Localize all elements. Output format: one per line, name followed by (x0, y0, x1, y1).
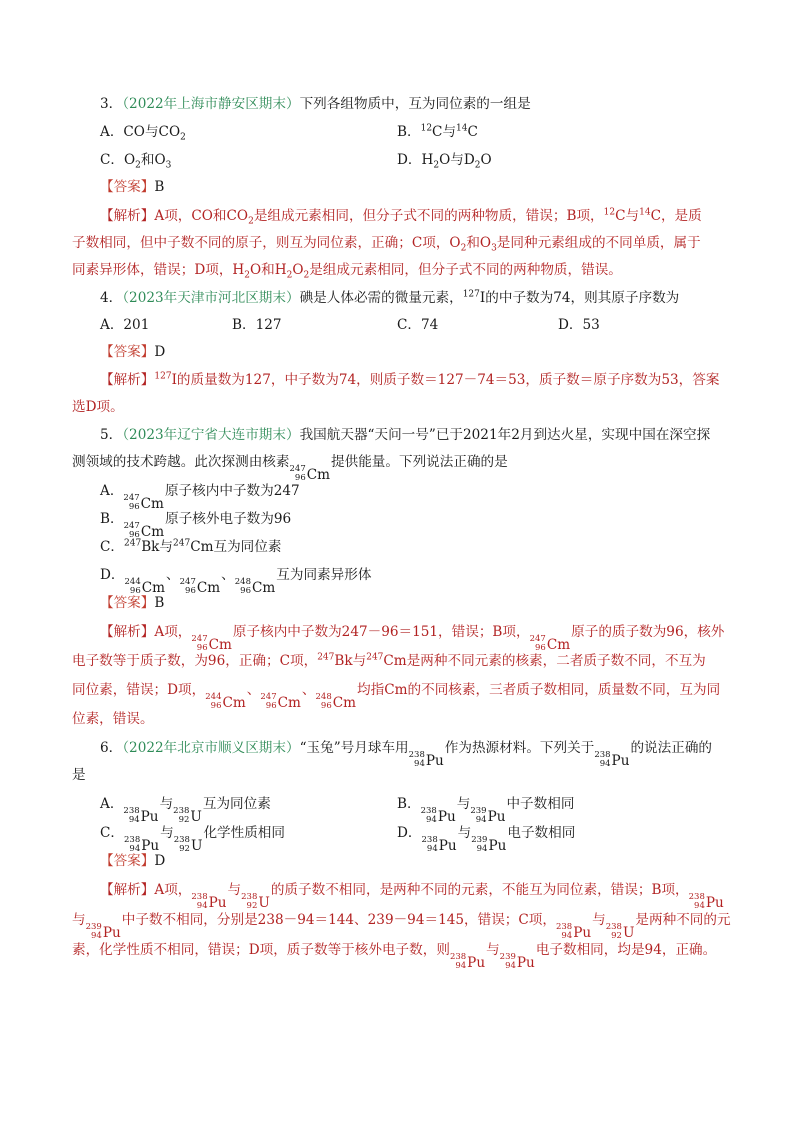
q6-option-b: B． 238 94 Pu 与 239 94 Pu 中子数相同 (397, 796, 575, 825)
q3-answer: 【答案】B (100, 179, 165, 195)
q5-explanation-line-1: 【解析】A项， 247 96 Cm 原子核内中子数为247－96＝151，错误；B项， 247 96 Cm 原子的质子数为96，核外 (100, 624, 725, 653)
nuclide-pu238: 238 94 Pu (688, 892, 724, 911)
q4-option-d: D．53 (558, 317, 600, 333)
question-4-stem: 4．（2023年天津市河北区期末）碘是人体必需的微量元素，$^{127}$I的中子数为74，则其原子序数为 (100, 289, 680, 306)
q6-answer: 【答案】D (100, 853, 166, 869)
q3-option-a: A．CO与$CO_2$ (100, 124, 186, 143)
nuclide-pu239: 239 94 Pu (85, 922, 121, 941)
nuclide-pu238: 238 94 Pu (449, 952, 486, 971)
nuclide-cm247: 247 96 Cm (123, 521, 165, 540)
q3-option-b: B．$^{12}$C与$^{14}$C (397, 123, 478, 140)
q4-option-a: A．201 (100, 317, 150, 333)
nuclide-cm244: 244 96 Cm (205, 692, 246, 711)
q5-option-c: C．$^{247}$Bk与$^{247}$Cm互为同位素 (100, 538, 282, 555)
q4-option-b: B．127 (232, 317, 282, 333)
nuclide-pu238: 238 94 Pu (420, 806, 456, 825)
q6-explanation-line-3: 素，化学性质不相同，错误；D项，质子数等于核外电子数，则 238 94 Pu 与 239 94 Pu 电子数相同，均是94，正确。 (72, 942, 717, 971)
question-3-stem (100, 94, 531, 114)
q5-answer: 【答案】B (100, 595, 165, 611)
q6-option-d: D． 238 94 Pu 与 239 94 Pu 电子数相同 (397, 825, 576, 854)
q4-answer: 【答案】D (100, 344, 166, 360)
question-source: （2022年上海市静安区期末） (122, 96, 300, 112)
nuclide-u238: 238 92 U (173, 835, 203, 854)
q3-explanation-line-1: 【解析】A项，CO和$CO_2$是组成元素相同，但分子式不同的两种物质，错误；B项，$^{12}$C与$^{14}$C，是质 (100, 207, 702, 227)
nuclide-cm247: 247 96 Cm (179, 577, 221, 596)
question-6-stem: 6．（2022年北京市顺义区期末）“玉兔”号月球车用 238 94 Pu 作为热源材料。下列关于 238 94 Pu 的说法正确的 (100, 740, 713, 769)
q3-explanation-line-3: 同素异形体，错误；D项，$H_2O$和$H_2O_2$是组成元素相同，但分子式不同的两种物质，错误。 (72, 262, 622, 281)
q5-option-a: A． 247 96 Cm 原子核内中子数为247 (100, 483, 300, 512)
question-text: 下列各组物质中，互为同位素的一组是 (299, 96, 531, 112)
nuclide-cm244: 244 96 Cm (124, 577, 166, 596)
nuclide-pu238: 238 94 Pu (123, 806, 159, 825)
nuclide-pu239: 239 94 Pu (471, 835, 507, 854)
nuclide-cm248: 248 96 Cm (315, 692, 357, 711)
question-6-stem-2: 是 (72, 767, 86, 783)
nuclide-cm247: 247 96 Cm (123, 493, 164, 512)
nuclide-pu238: 238 94 Pu (408, 750, 444, 769)
q5-explanation-line-4: 位素，错误。 (72, 711, 154, 727)
nuclide-pu238: 238 94 Pu (421, 835, 457, 854)
q3-option-d: D．$H_2O$与$D_2O$ (397, 152, 492, 171)
q5-option-d: D． 244 96 Cm 、 247 96 Cm 、 248 96 Cm 互为同素异形体 (100, 567, 372, 596)
nuclide-cm247: 247 96 Cm (191, 634, 232, 653)
q3-option-c: C．$O_2$和$O_3$ (100, 152, 172, 171)
q6-option-a: A． 238 94 Pu 与 238 92 U 互为同位素 (100, 796, 271, 825)
nuclide-pu239: 239 94 Pu (470, 806, 506, 825)
nuclide-pu238: 238 94 Pu (124, 835, 160, 854)
q5-option-b: B． 247 96 Cm 原子核外电子数为96 (100, 511, 292, 540)
q6-explanation-line-1: 【解析】A项， 238 94 Pu 与 238 92 U 的质子数不相同，是两种不同的元素，不能互为同位素，错误；B项， 238 94 Pu (100, 882, 724, 911)
nuclide-cm248: 248 96 Cm (234, 577, 276, 596)
nuclide-pu239: 239 94 Pu (499, 952, 535, 971)
nuclide-u238: 238 92 U (241, 892, 270, 911)
nuclide-u238: 238 92 U (173, 806, 202, 825)
q3-explanation-line-2: 子数相同，但中子数不同的原子，则互为同位素，正确；C项，$O_2$和$O_3$是同种元素组成的不同单质，属于 (72, 235, 701, 254)
nuclide-cm247: 247 96 Cm (260, 692, 301, 711)
question-number: 3． (100, 96, 123, 112)
nuclide-pu238: 238 94 Pu (555, 922, 592, 941)
q6-option-c: C． 238 94 Pu 与 238 92 U 化学性质相同 (100, 825, 285, 854)
nuclide-pu238: 238 94 Pu (594, 750, 630, 769)
nuclide-cm247: 247 96 Cm (289, 464, 331, 483)
nuclide-cm247: 247 96 Cm (529, 634, 571, 653)
question-5-stem-2: 测领域的技术跨越。此次探测由核素 247 96 Cm 提供能量。下列说法正确的是 (72, 454, 508, 483)
q4-option-c: C．74 (397, 317, 439, 333)
nuclide-pu238: 238 94 Pu (191, 892, 227, 911)
q5-explanation-line-2: 电子数等于质子数，为96，正确；C项，$^{247}$Bk与$^{247}$Cm是两种不同元素的核素，二者质子数不同，不互为 (72, 652, 706, 669)
question-5-stem: 5．（2023年辽宁省大连市期末）我国航天器“天问一号”已于2021年2月到达火星，实现中国在深空探 (100, 427, 711, 443)
nuclide-u238: 238 92 U (605, 922, 635, 941)
q6-explanation-line-2: 与 239 94 Pu 中子数不相同，分别是238－94＝144、239－94＝145，错误；C项， 238 94 Pu 与 238 92 U 是两种不同的元 (72, 912, 731, 941)
q4-explanation-line-1: 【解析】$^{127}$I的质量数为127，中子数为74，则质子数＝127－74＝53，质子数＝原子序数为53，答案 (100, 371, 720, 388)
q4-explanation-line-2: 选D项。 (72, 399, 124, 415)
q5-explanation-line-3: 同位素，错误；D项， 244 96 Cm 、 247 96 Cm 、 248 96 Cm 均指Cm的不同核素，三者质子数相同，质量数不同，互为同 (72, 682, 721, 711)
